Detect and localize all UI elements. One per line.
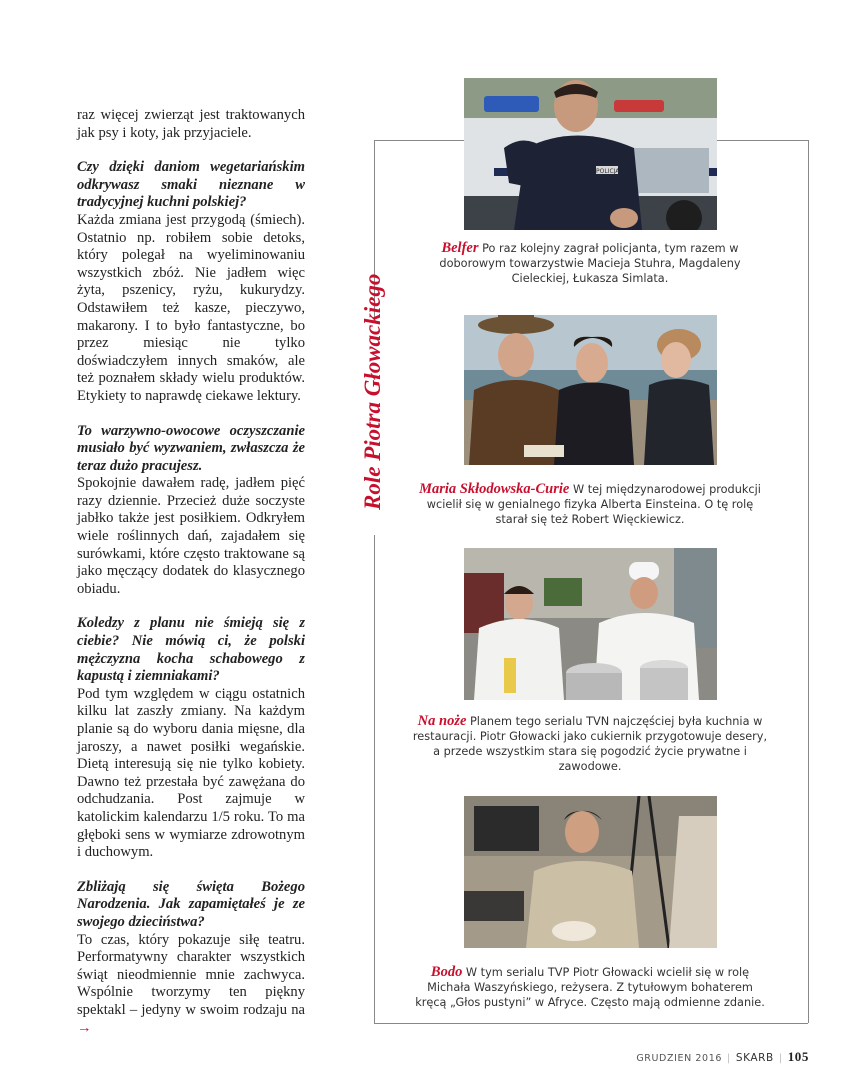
magazine-name: SKARB: [735, 1052, 774, 1064]
photo-belfer: [464, 78, 717, 230]
question: To warzywno-owocowe oczyszczanie musiało być wyzwaniem, zwłaszcza że teraz dużo pracujesz.: [77, 422, 305, 474]
photo-bodo: [464, 796, 717, 948]
photo-na-noze: [464, 548, 717, 700]
answer: To czas, który pokazuje siłę teatru. Performatywny charakter wszystkich świąt nieodmiennie mnie zachwyca. Wspólnie tworzymy ten piękny spektakl – jedyny w swoim rodzaju na: [77, 931, 305, 1018]
continue-arrow-icon: →: [77, 1019, 92, 1036]
qa-block: [77, 423, 305, 599]
frame-line: [374, 1023, 808, 1024]
frame-line: [808, 140, 809, 1023]
answer: Każda zmiana jest przygodą (śmiech). Ostatnio np. robiłem sobie detoks, który polegał na wyeliminowaniu wszystkich zbóż. Nie jadłem więc żyta, pszenicy, ryżu, kukurydzy. Odstawiłem też kasze, pieczywo, makarony. I to było fantastyczne, bo przez miesiąc nie tylko doświadczyłem innych smaków, ale też poznałem składy wielu produktów. Etykiety to naprawdę ciekawe lektury.: [77, 211, 305, 404]
role-description: Po raz kolejny zagrał policjanta, tym razem w doborowym towarzystwie Macieja Stuhra, Magdaleny Cieleckiej, Łukasza Simlata.: [439, 242, 741, 285]
qa-block: [77, 879, 305, 1037]
caption-sklodowska: [410, 482, 770, 527]
caption-na-noze: [410, 714, 770, 774]
article-column: [77, 107, 305, 1054]
role-description: W tej międzynarodowej produkcji wcielił się w genialnego fizyka Alberta Einsteina. O tę rolę starał się też Robert Więckiewicz.: [426, 483, 761, 526]
answer: Pod tym względem w ciągu ostatnich kilku lat zaszły zmiany. Na każdym planie są do wyboru dania mięsne, dla jaroszy, a nawet posiłki wegańskie. Dietą interesują się nie tylko kobiety. Dawno też przestała być zawężana do odchudzania. Post zajmuje w katolickim kalendarzu 1/5 roku. To ma głęboki sens w wymiarze zdrowotnym i duchowym.: [77, 685, 305, 861]
frame-line: [717, 140, 808, 141]
frame-line: [374, 140, 464, 141]
role-name: Belfer: [441, 240, 479, 256]
qa-block: [77, 615, 305, 861]
answer: Spokojnie dawałem radę, jadłem pięć razy dziennie. Przecież duże soczyste jabłko także jest posiłkiem. Odkryłem wiele roślinnych dań, zajadałem się surówkami, które często traktowane są jako męczący dodatek do klasycznego obiadu.: [77, 475, 305, 597]
role-name: Maria Skłodowska-Curie: [419, 481, 570, 497]
caption-belfer: [410, 241, 770, 286]
sidebar-title: Role Piotra Głowackiego: [360, 273, 385, 510]
page-footer: GRUDZIEN 2016 | SKARB | 105: [636, 1049, 809, 1064]
role-description: Planem tego serialu TVN najczęściej była kuchnia w restauracji. Piotr Głowacki jako cukiernik przygotowuje desery, a przede wszystkim stara się pogodzić życie prywatne i zawodowe.: [412, 715, 768, 773]
role-description: W tym serialu TVP Piotr Głowacki wcielił się w rolę Michała Waszyńskiego, reżysera. Z tytułowym bohaterem kręcą „Głos pustyni” w Afryce. Często mają odmienne zdanie.: [415, 966, 765, 1009]
issue-date: GRUDZIEN 2016: [636, 1053, 722, 1064]
page-number: 105: [787, 1049, 809, 1064]
frame-line: [374, 535, 375, 1023]
question: Zbliżają się święta Bożego Narodzenia. Jak zapamiętałeś je ze swojego dzieciństwa?: [77, 878, 305, 930]
qa-block: [77, 159, 305, 405]
role-name: Na noże: [417, 713, 467, 729]
police-badge: POLICJA: [596, 168, 620, 175]
question: Koledzy z planu nie śmieją się z ciebie? Nie mówią ci, że polski mężczyzna kocha schabowego z kapustą i ziemniakami?: [77, 615, 305, 685]
caption-bodo: [410, 965, 770, 1010]
paragraph: raz więcej zwierząt jest traktowanych jak psy i koty, jak przyjaciele.: [77, 107, 305, 141]
photo-sklodowska: [464, 315, 717, 465]
role-name: Bodo: [430, 964, 463, 980]
question: Czy dzięki daniom wegetariańskim odkrywasz smaki nieznane w tradycyjnej kuchni polskiej?: [77, 159, 305, 211]
